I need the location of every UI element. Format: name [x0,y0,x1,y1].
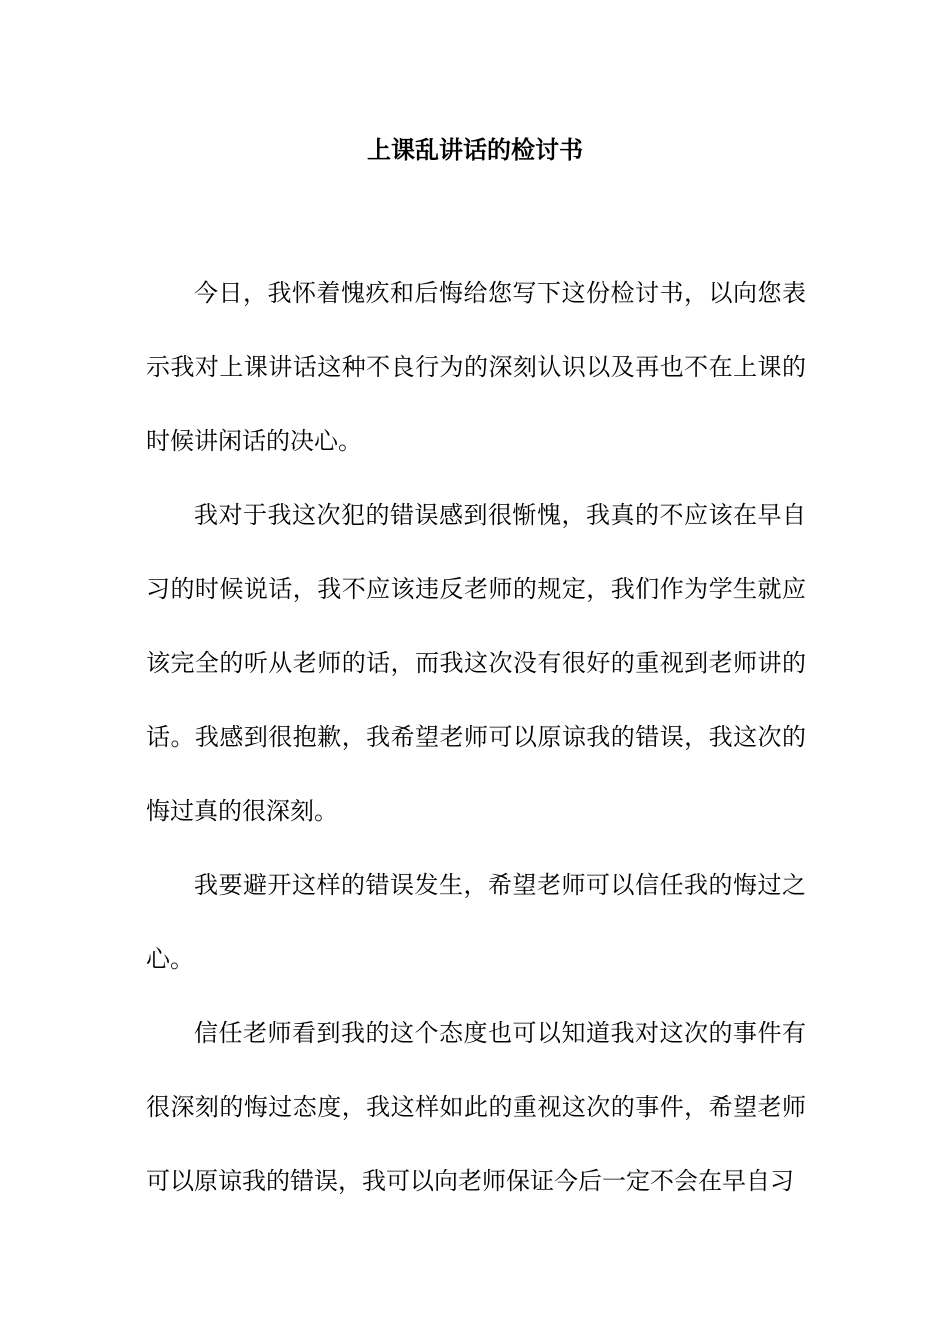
paragraph-1: 今日，我怀着愧疚和后悔给您写下这份检讨书，以向您表示我对上课讲话这种不良行为的深刻认识以及再也不在上课的时候讲闲话的决心。 [146,279,806,455]
document-title: 上课乱讲话的检讨书 [367,135,583,164]
paragraph-4: 信任老师看到我的这个态度也可以知道我对这次的事件有很深刻的悔过态度，我这样如此的重视这次的事件，希望老师可以原谅我的错误，我可以向老师保证今后一定不会在早自习 [146,1019,806,1195]
paragraph-3: 我要避开这样的错误发生，希望老师可以信任我的悔过之心。 [146,871,806,973]
paragraph-2: 我对于我这次犯的错误感到很惭愧，我真的不应该在早自习的时候说话，我不应该违反老师的规定，我们作为学生就应该完全的听从老师的话，而我这次没有很好的重视到老师讲的话。我感到很抱歉，我希望老师可以原谅我的错误，我这次的悔过真的很深刻。 [146,501,806,825]
document-body [146,256,806,1218]
